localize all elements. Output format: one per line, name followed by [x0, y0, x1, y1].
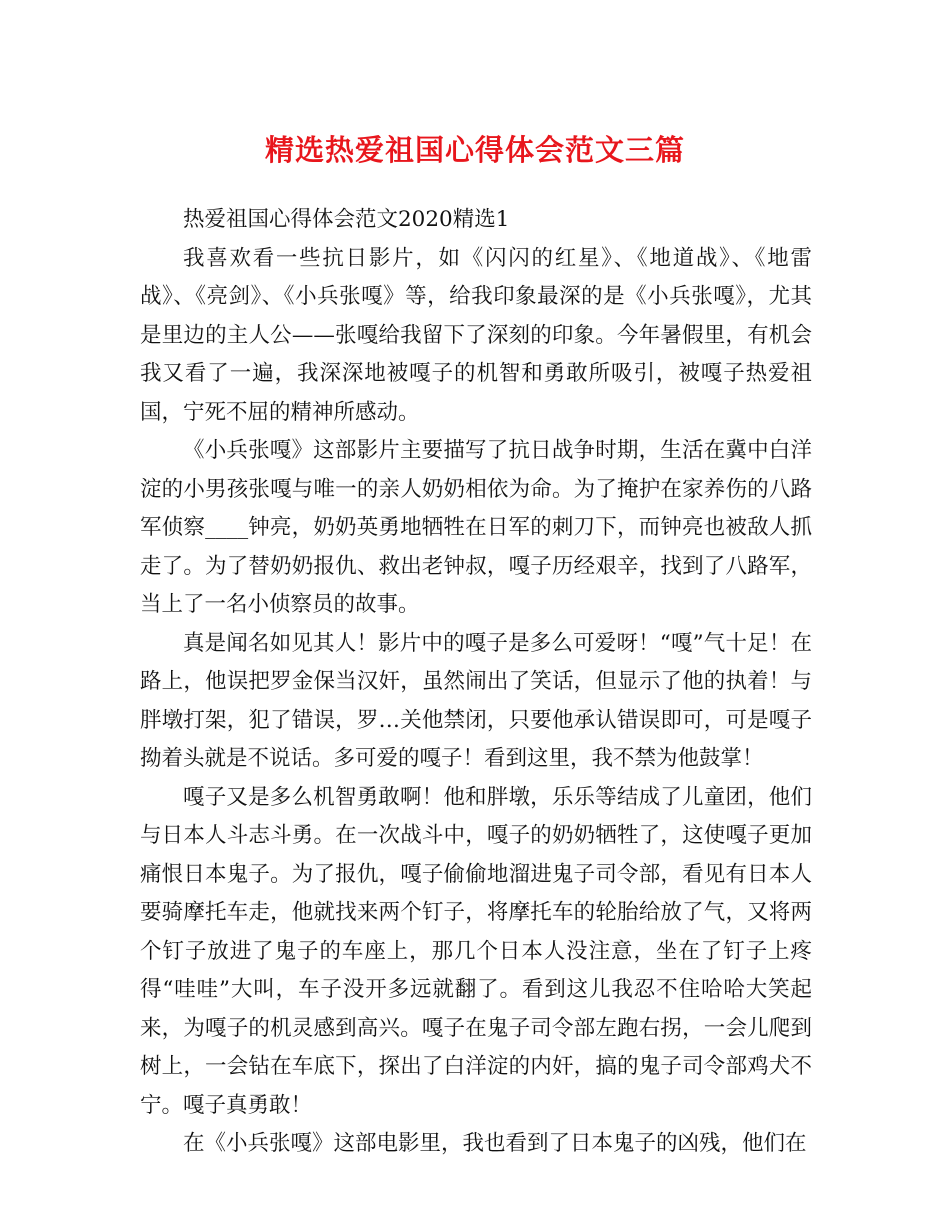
paragraph: 嘎子又是多么机智勇敢啊！他和胖墩，乐乐等结成了儿童团，他们与日本人斗志斗勇。在一次战斗中，嘎子的奶奶牺牲了，这使嘎子更加痛恨日本鬼子。为了报仇，嘎子偷偷地溜进鬼子司令部，看见有日本人要骑摩托车走，他就找来两个钉子，将摩托车的轮胎给放了气，又将两个钉子放进了鬼子的车座上，那几个日本人没注意，坐在了钉子上疼得“哇哇”大叫，车子没开多远就翻了。看到这儿我忍不住哈哈大笑起来，为嘎子的机灵感到高兴。嘎子在鬼子司令部左跑右拐，一会儿爬到树上，一会钻在车底下，探出了白洋淀的内奸，搞的鬼子司令部鸡犬不宁。嘎子真勇敢！: [140, 784, 812, 1118]
document-title: 精选热爱祖国心得体会范文三篇: [264, 133, 685, 167]
paragraph: 我喜欢看一些抗日影片，如《闪闪的红星》、《地道战》、《地雷战》、《亮剑》、《小兵张嘎》等，给我印象最深的是《小兵张嘎》，尤其是里边的主人公——张嘎给我留下了深刻的印象。今年暑假里，有机会我又看了一遍，我深深地被嘎子的机智和勇敢所吸引，被嘎子热爱祖国，宁死不屈的精神所感动。: [140, 245, 812, 425]
paragraph: 真是闻名如见其人！影片中的嘎子是多么可爱呀！“嘎”气十足！在路上，他误把罗金保当汉奸，虽然闹出了笑话，但显示了他的执着！与胖墩打架，犯了错误，罗…关他禁闭，只要他承认错误即可，可是嘎子拗着头就是不说话。多可爱的嘎子！看到这里，我不禁为他鼓掌！: [140, 630, 812, 771]
section-heading: 热爱祖国心得体会范文2020精选1: [183, 207, 510, 232]
document-body: [140, 201, 812, 1164]
paragraph: 在《小兵张嘎》这部电影里，我也看到了日本鬼子的凶残，他们在: [183, 1131, 807, 1156]
paragraph: 《小兵张嘎》这部影片主要描写了抗日战争时期，生活在冀中白洋淀的小男孩张嘎与唯一的亲人奶奶相依为命。为了掩护在家养伤的八路军侦察____钟亮，奶奶英勇地牺牲在日军的刺刀下，而钟亮也被敌人抓走了。为了替奶奶报仇、救出老钟叔，嘎子历经艰辛，找到了八路军，当上了一名小侦察员的故事。: [140, 438, 812, 617]
